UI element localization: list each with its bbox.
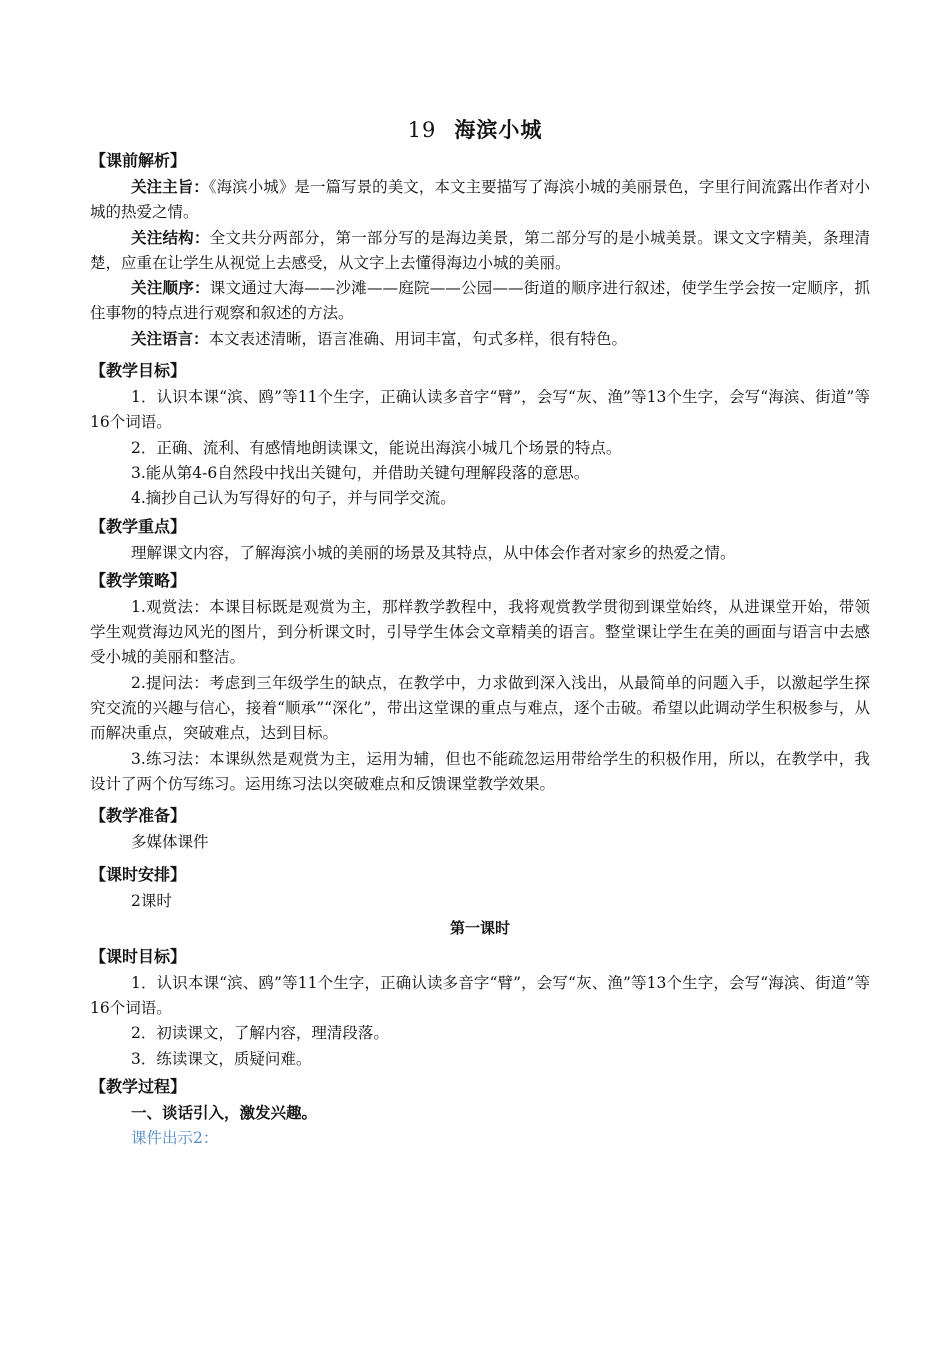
focus-theme: 关注主旨：《海滨小城》是一篇写景的美文，本文主要描写了海滨小城的美丽景色，字里行间流露出作者对小城的热爱之情。 [90, 178, 870, 222]
section-heading-pre-analysis: 【课前解析】 [90, 151, 187, 170]
section-heading-schedule: 【课时安排】 [90, 864, 187, 884]
document-body [90, 146, 870, 1152]
goal-item: 1．认识本课“滨、鸥”等11个生字，正确认读多音字“臂”，会写“灰、渔”等13个生字，会写“海滨、街道”等16个词语。 [90, 388, 870, 432]
focus-language: 关注语言：本文表述清晰，语言准确、用词丰富，句式多样，很有特色。 [131, 329, 628, 348]
lesson-title: 海滨小城 [454, 118, 543, 142]
section-heading-preparation: 【教学准备】 [90, 806, 187, 826]
section-heading-key-points: 【教学重点】 [90, 516, 187, 536]
goal-item: 2．正确、流利、有感情地朗读课文，能说出海滨小城几个场景的特点。 [131, 438, 622, 457]
lesson-goal-item: 2．初读课文，了解内容，理清段落。 [131, 1024, 389, 1043]
focus-structure: 关注结构：全文共分两部分，第一部分写的是海边美景，第二部分写的是小城美景。课文文字精美，条理清楚，应重在让学生从视觉上去感受，从文字上去懂得海边小城的美丽。 [90, 228, 870, 272]
section-heading-strategy: 【教学策略】 [90, 570, 187, 590]
strategy-item: 3.练习法：本课纵然是观赏为主，运用为辅，但也不能疏忽运用带给学生的积极作用，所以，在教学中，我设计了两个仿写练习。运用练习法以突破难点和反馈课堂教学效果。 [90, 749, 870, 793]
lesson1-title: 第一课时 [449, 918, 510, 937]
goal-item: 3.能从第4-6自然段中找出关键句，并借助关键句理解段落的意思。 [131, 463, 590, 482]
section-heading-goals: 【教学目标】 [90, 361, 187, 381]
key-points-text: 理解课文内容，了解海滨小城的美丽的场景及其特点，从中体会作者对家乡的热爱之情。 [131, 543, 736, 562]
lesson-goal-item: 3．练读课文，质疑问难。 [131, 1049, 312, 1068]
strategy-item: 2.提问法：考虑到三年级学生的缺点，在教学中，力求做到深入浅出，从最简单的问题入手，以激起学生探究交流的兴趣与信心，接着“顺承”“深化”，带出这堂课的重点与难点，逐个击破。希望以此调动学生积极参与，从而解决重点，突破难点，达到目标。 [90, 673, 870, 743]
section-heading-process: 【教学过程】 [90, 1077, 187, 1097]
page-title [0, 114, 950, 144]
section-heading-lesson-goals: 【课时目标】 [90, 946, 187, 966]
preparation-text: 多媒体课件 [131, 833, 209, 852]
focus-order: 关注顺序：课文通过大海——沙滩——庭院——公园——街道的顺序进行叙述，使学生学会按一定顺序，抓住事物的特点进行观察和叙述的方法。 [90, 279, 870, 323]
schedule-text: 2课时 [131, 891, 172, 910]
courseware-note: 课件出示2： [131, 1129, 219, 1148]
lesson-number: 19 [407, 118, 437, 142]
lesson-goal-item: 1．认识本课“滨、鸥”等11个生字，正确认读多音字“臂”，会写“灰、渔”等13个生字，会写“海滨、街道”等16个词语。 [90, 973, 870, 1018]
strategy-item: 1.观赏法：本课目标既是观赏为主，那样教学教程中，我将观赏教学贯彻到课堂始终，从进课堂开始，带领学生观赏海边风光的图片，到分析课文时，引导学生体会文章精美的语言。整堂课让学生在美的画面与语言中去感受小城的美丽和整洁。 [90, 597, 870, 667]
goal-item: 4.摘抄自己认为写得好的句子，并与同学交流。 [131, 489, 456, 508]
process-step-1: 一、谈话引入，激发兴趣。 [131, 1104, 318, 1123]
